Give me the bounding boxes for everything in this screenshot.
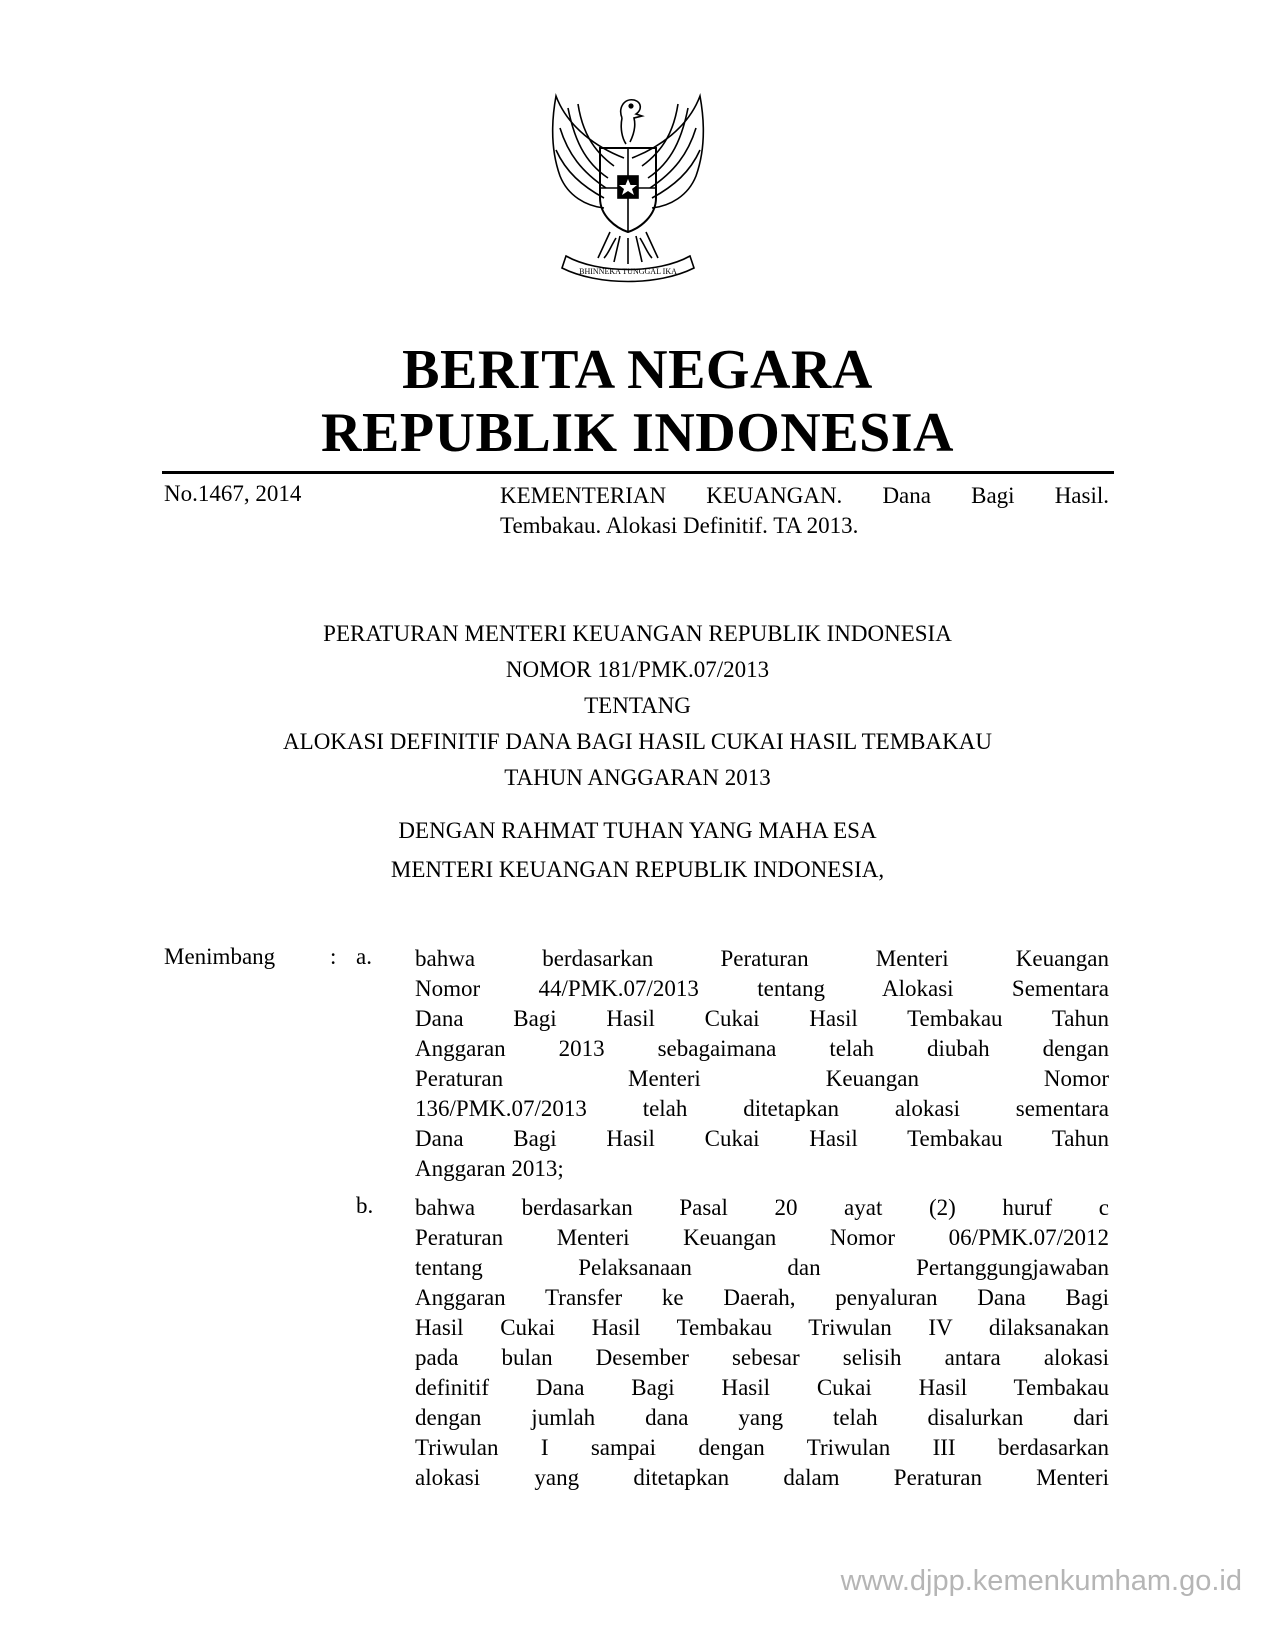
clause-marker: a.: [356, 944, 372, 969]
opening-invocation: DENGAN RAHMAT TUHAN YANG MAHA ESA: [398, 818, 877, 843]
clause-line: Anggaran 2013;: [415, 1156, 564, 1181]
clause-line: 136/PMK.07/2013 telah ditetapkan alokasi sementara: [415, 1096, 1109, 1121]
regulation-title-line: PERATURAN MENTERI KEUANGAN REPUBLIK INDONESIA: [323, 621, 952, 646]
clause-line: Dana Bagi Hasil Cukai Hasil Tembakau Tahun: [415, 1006, 1109, 1031]
garuda-emblem: [538, 88, 718, 288]
clause-line: Nomor 44/PMK.07/2013 tentang Alokasi Sementara: [415, 976, 1109, 1001]
clause-line: Anggaran Transfer ke Daerah, penyaluran Dana Bagi: [415, 1285, 1109, 1310]
clause-line: bahwa berdasarkan Pasal 20 ayat (2) huruf c: [415, 1195, 1109, 1220]
source-watermark: www.djpp.kemenkumham.go.id: [840, 1565, 1242, 1597]
clause-line: pada bulan Desember sebesar selisih antara alokasi: [415, 1345, 1109, 1370]
clause-line: tentang Pelaksanaan dan Pertanggungjawaban: [415, 1255, 1109, 1280]
masthead-divider: [162, 471, 1114, 474]
regulation-year: TAHUN ANGGARAN 2013: [504, 765, 771, 790]
considering-label: Menimbang: [164, 944, 276, 969]
clause-line: Peraturan Menteri Keuangan Nomor: [415, 1066, 1109, 1091]
regulation-number: NOMOR 181/PMK.07/2013: [505, 657, 770, 682]
clause-line: Hasil Cukai Hasil Tembakau Triwulan IV dilaksanakan: [415, 1315, 1109, 1340]
masthead-title: BERITA NEGARA: [402, 339, 873, 401]
considering-colon: :: [330, 944, 337, 969]
clause-line: Dana Bagi Hasil Cukai Hasil Tembakau Tahun: [415, 1126, 1109, 1151]
clause-line: Anggaran 2013 sebagaimana telah diubah dengan: [415, 1036, 1109, 1061]
regulation-title: [0, 616, 1275, 796]
regulation-subject: ALOKASI DEFINITIF DANA BAGI HASIL CUKAI HASIL TEMBAKAU: [283, 729, 992, 754]
clause-line: Triwulan I sampai dengan Triwulan III berdasarkan: [415, 1435, 1109, 1460]
clause-line: alokasi yang ditetapkan dalam Peraturan Menteri: [415, 1465, 1109, 1490]
regulation-about: TENTANG: [584, 693, 691, 718]
emblem-motto: BHINNEKA TUNGGAL IKA: [579, 267, 677, 276]
clause-marker: b.: [356, 1193, 374, 1218]
issue-number: No.1467, 2014: [164, 481, 302, 506]
clause-a: [415, 944, 1109, 1184]
opening-minister: MENTERI KEUANGAN REPUBLIK INDONESIA,: [390, 857, 885, 882]
clause-line: definitif Dana Bagi Hasil Cukai Hasil Tembakau: [415, 1375, 1109, 1400]
issue-description: [500, 481, 1109, 541]
issue-description-line: Tembakau. Alokasi Definitif. TA 2013.: [500, 513, 859, 538]
issue-description-line: KEMENTERIAN KEUANGAN. Dana Bagi Hasil.: [500, 483, 1109, 508]
clause-line: Peraturan Menteri Keuangan Nomor 06/PMK.07/2012: [415, 1225, 1109, 1250]
masthead-subtitle: REPUBLIK INDONESIA: [321, 402, 954, 464]
clause-line: bahwa berdasarkan Peraturan Menteri Keuangan: [415, 946, 1109, 971]
clause-line: dengan jumlah dana yang telah disalurkan dari: [415, 1405, 1109, 1430]
clause-b: [415, 1193, 1109, 1493]
